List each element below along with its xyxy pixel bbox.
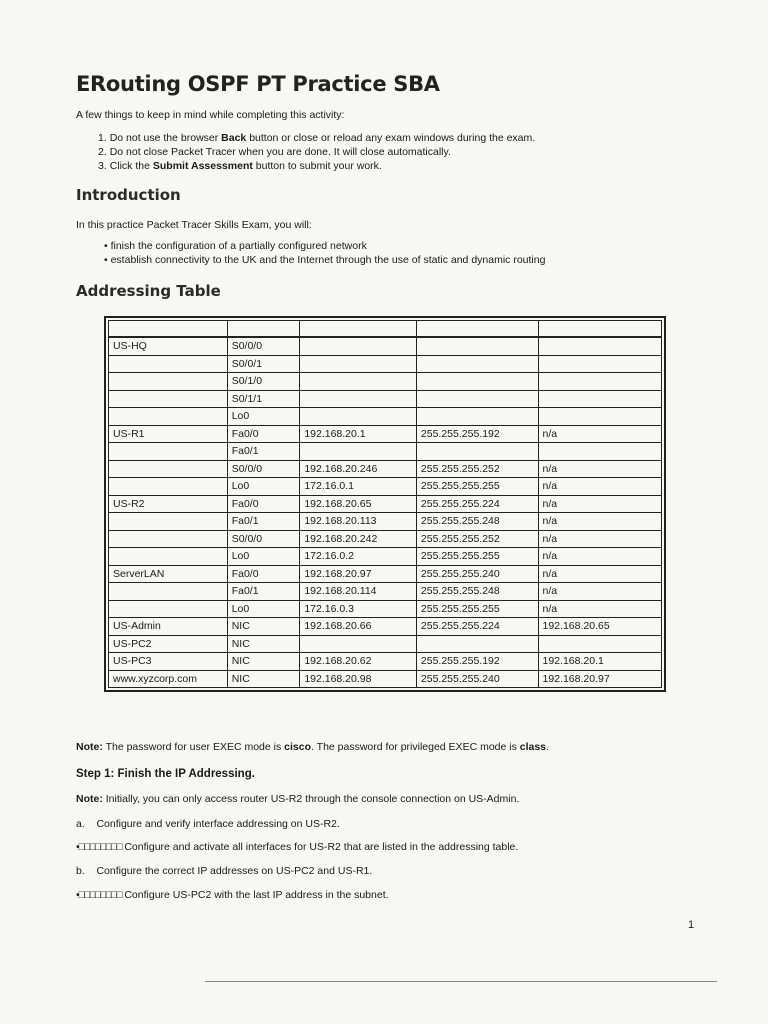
table-cell: [416, 355, 538, 373]
introduction-lead: In this practice Packet Tracer Skills Exam, you will:: [76, 219, 312, 231]
table-cell: n/a: [538, 495, 661, 513]
table-cell: 192.168.20.97: [538, 670, 661, 688]
table-row: [109, 355, 662, 373]
table-cell: n/a: [538, 565, 661, 583]
table-row: [109, 443, 662, 461]
table-cell: NIC: [227, 618, 300, 636]
table-cell: [109, 390, 228, 408]
table-row: [109, 600, 662, 618]
table-cell: Lo0: [227, 548, 300, 566]
table-cell: 192.168.20.1: [300, 425, 417, 443]
table-cell: 172.16.0.3: [300, 600, 417, 618]
instruction-item: 2. Do not close Packet Tracer when you are done. It will close automatically.: [98, 146, 451, 158]
table-cell: S0/0/1: [227, 355, 300, 373]
table-cell: Fa0/0: [227, 565, 300, 583]
table-cell: [109, 548, 228, 566]
table-row: [109, 653, 662, 671]
table-cell: Fa0/1: [227, 443, 300, 461]
table-cell: 255.255.255.240: [416, 670, 538, 688]
table-row: [109, 583, 662, 601]
instruction-item: 1. Do not use the browser Back button or close or reload any exam windows during the exam.: [98, 132, 536, 144]
table-cell: US-R1: [109, 425, 228, 443]
table-cell: [538, 355, 661, 373]
table-row: [109, 460, 662, 478]
step1-a-sub: •□□□□□□□□ Configure and activate all interfaces for US-R2 that are listed in the addressing table.: [76, 841, 519, 853]
table-row: [109, 390, 662, 408]
list-item: • establish connectivity to the UK and the Internet through the use of static and dynamic routing: [104, 253, 545, 267]
table-cell: [538, 390, 661, 408]
table-cell: [538, 443, 661, 461]
table-cell: [300, 355, 417, 373]
table-cell: [538, 408, 661, 426]
intro-line: A few things to keep in mind while completing this activity:: [76, 109, 345, 121]
table-cell: S0/0/0: [227, 530, 300, 548]
table-cell: n/a: [538, 530, 661, 548]
table-cell: 192.168.20.246: [300, 460, 417, 478]
table-row: [109, 565, 662, 583]
table-cell: [109, 408, 228, 426]
table-cell: S0/0/0: [227, 460, 300, 478]
table-cell: 192.168.20.1: [538, 653, 661, 671]
table-cell: NIC: [227, 653, 300, 671]
table-cell: 172.16.0.2: [300, 548, 417, 566]
table-cell: n/a: [538, 548, 661, 566]
table-cell: 192.168.20.113: [300, 513, 417, 531]
step1-b: b. Configure the correct IP addresses on US-PC2 and US-R1.: [76, 865, 373, 877]
table-cell: [538, 337, 661, 355]
table-cell: n/a: [538, 600, 661, 618]
addressing-heading: Addressing Table: [76, 282, 221, 300]
table-cell: ServerLAN: [109, 565, 228, 583]
table-cell: [109, 443, 228, 461]
table-cell: [300, 373, 417, 391]
table-cell: Lo0: [227, 408, 300, 426]
table-cell: [538, 635, 661, 653]
table-cell: [109, 373, 228, 391]
table-cell: [300, 337, 417, 355]
table-cell: n/a: [538, 513, 661, 531]
page-title: ERouting OSPF PT Practice SBA: [76, 72, 440, 96]
table-cell: [416, 337, 538, 355]
table-cell: n/a: [538, 425, 661, 443]
table-row: [109, 513, 662, 531]
table-cell: 192.168.20.65: [538, 618, 661, 636]
table-row: [109, 478, 662, 496]
table-cell: Fa0/1: [227, 583, 300, 601]
table-cell: [416, 408, 538, 426]
table-cell: 255.255.255.224: [416, 495, 538, 513]
table-cell: Lo0: [227, 478, 300, 496]
table-row: [109, 495, 662, 513]
table-cell: [109, 460, 228, 478]
table-cell: 192.168.20.97: [300, 565, 417, 583]
table-cell: [109, 513, 228, 531]
table-cell: 255.255.255.240: [416, 565, 538, 583]
table-cell: 255.255.255.248: [416, 513, 538, 531]
table-cell: [538, 373, 661, 391]
table-cell: [109, 478, 228, 496]
table-cell: Fa0/1: [227, 513, 300, 531]
table-cell: 192.168.20.62: [300, 653, 417, 671]
table-row: [109, 337, 662, 355]
table-cell: 255.255.255.252: [416, 460, 538, 478]
table-cell: 172.16.0.1: [300, 478, 417, 496]
table-cell: [416, 390, 538, 408]
table-cell: S0/1/0: [227, 373, 300, 391]
table-cell: US-PC2: [109, 635, 228, 653]
instruction-list: [98, 131, 535, 173]
table-cell: 255.255.255.252: [416, 530, 538, 548]
table-cell: n/a: [538, 460, 661, 478]
footer-rule: [205, 981, 717, 982]
table-cell: 192.168.20.65: [300, 495, 417, 513]
table-cell: www.xyzcorp.com: [109, 670, 228, 688]
table-cell: [416, 443, 538, 461]
table-header-row: [109, 321, 662, 338]
table-row: [109, 425, 662, 443]
table-cell: 255.255.255.255: [416, 478, 538, 496]
introduction-heading: Introduction: [76, 186, 181, 204]
step1-a: a. Configure and verify interface addressing on US-R2.: [76, 818, 340, 830]
step1-heading: Step 1: Finish the IP Addressing.: [76, 768, 255, 780]
table-cell: [109, 600, 228, 618]
table-cell: [416, 373, 538, 391]
table-cell: [109, 355, 228, 373]
instruction-item: 3. Click the Submit Assessment button to submit your work.: [98, 160, 382, 172]
table-cell: 255.255.255.255: [416, 600, 538, 618]
table-cell: 255.255.255.192: [416, 653, 538, 671]
table-row: [109, 635, 662, 653]
table-cell: [300, 635, 417, 653]
table-cell: 192.168.20.66: [300, 618, 417, 636]
table-row: [109, 618, 662, 636]
table-cell: [300, 390, 417, 408]
table-row: [109, 548, 662, 566]
table-row: [109, 408, 662, 426]
table-row: [109, 530, 662, 548]
password-note: Note: The password for user EXEC mode is cisco. The password for privileged EXEC mode is class.: [76, 741, 549, 753]
table-cell: US-R2: [109, 495, 228, 513]
addressing-table: [108, 320, 662, 688]
table-row: [109, 373, 662, 391]
table-cell: S0/0/0: [227, 337, 300, 355]
table-cell: 192.168.20.98: [300, 670, 417, 688]
introduction-bullets: [104, 239, 545, 267]
table-cell: [300, 408, 417, 426]
table-cell: n/a: [538, 478, 661, 496]
table-cell: [416, 635, 538, 653]
table-cell: [300, 443, 417, 461]
table-cell: 192.168.20.114: [300, 583, 417, 601]
table-cell: 255.255.255.192: [416, 425, 538, 443]
page-number: 1: [688, 919, 695, 931]
table-cell: S0/1/1: [227, 390, 300, 408]
table-cell: 192.168.20.242: [300, 530, 417, 548]
list-item: • finish the configuration of a partially configured network: [104, 239, 545, 253]
table-cell: US-PC3: [109, 653, 228, 671]
step1-b-sub: •□□□□□□□□ Configure US-PC2 with the last IP address in the subnet.: [76, 889, 389, 901]
table-cell: Lo0: [227, 600, 300, 618]
table-cell: [109, 530, 228, 548]
addressing-table-body: [109, 321, 662, 688]
step1-note: Note: Initially, you can only access router US-R2 through the console connection on US-Admin.: [76, 793, 520, 805]
table-cell: 255.255.255.255: [416, 548, 538, 566]
table-cell: 255.255.255.224: [416, 618, 538, 636]
table-cell: NIC: [227, 670, 300, 688]
table-cell: US-Admin: [109, 618, 228, 636]
table-cell: Fa0/0: [227, 425, 300, 443]
table-cell: US-HQ: [109, 337, 228, 355]
table-cell: Fa0/0: [227, 495, 300, 513]
table-row: [109, 670, 662, 688]
table-cell: 255.255.255.248: [416, 583, 538, 601]
table-cell: [109, 583, 228, 601]
table-cell: n/a: [538, 583, 661, 601]
table-cell: NIC: [227, 635, 300, 653]
